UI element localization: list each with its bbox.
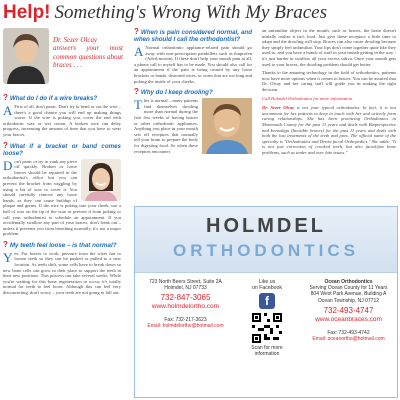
brand-subtitle: ORTHODONTICS xyxy=(173,241,359,260)
question-pain: ? When is pain considered normal, and when should I call the orthodontist? xyxy=(134,27,252,43)
column-3 xyxy=(262,28,396,155)
dropcap: T xyxy=(134,97,142,113)
address-line: Ocean Township, NJ 07712 xyxy=(317,297,380,304)
question-mark-icon: ? xyxy=(134,87,139,97)
fax-number: Fax: 732-217-3623 xyxy=(164,317,207,324)
question-loose-teeth: ? My teeth feel loose – is that normal? xyxy=(3,239,117,249)
intro-tagline: answers your most common questions about braces . . . xyxy=(53,44,123,70)
dropcap: A xyxy=(3,103,13,118)
question-bracket: ? What if a bracket or band comes loose? xyxy=(3,140,121,157)
address-line: 804 West Park Avenue, Building A xyxy=(310,291,387,298)
fax-number: Fax: 732-493-4742 xyxy=(327,329,370,336)
page-header xyxy=(3,2,327,24)
answer-loose-teeth: Yes. For braces to work, pressure from the wires has to loosen teeth so they can be pushed or pulled to a new location. As teeth shift, some cells have to break down so new bone cells can grow in their place to support the teeth in their new positions. This process can take several weeks. While you're waiting for this bone regeneration to occur, it's totally normal for teeth to feel loose. Although this can feel very disconcerting, don't worry – your teeth are not going to fall out. xyxy=(3,249,121,296)
website-link[interactable]: www.oceanbraces.com xyxy=(315,315,382,323)
boy-photo xyxy=(202,98,252,154)
address-line: 723 North Beers Street, Suite 2A xyxy=(149,279,222,285)
dropcap: Y xyxy=(3,249,13,265)
doctor-name: Dr. Sezer Olcay xyxy=(53,36,98,44)
email-link[interactable]: Email: holmdelortho@hotmail.com xyxy=(147,323,224,330)
doctor-photo xyxy=(3,28,49,84)
social-label: on Facebook xyxy=(252,285,282,292)
phone-number[interactable]: 732-847-3065 xyxy=(160,293,211,303)
social-block xyxy=(239,279,295,357)
social-label: Like us xyxy=(258,279,276,285)
answer-wire: A First of all, don't panic. Don't try to bend or cut the wire – there's a good chance you will end up making things worse. If the wire is poking you, cover the end with orthodontic wax or wet cotton. A broken wire can delay progress, increasing the amount of time that you have to wear your braces. xyxy=(3,103,121,137)
phone-number[interactable]: 732-493-4747 xyxy=(323,305,374,315)
article-title: Something's Wrong With My Braces xyxy=(54,2,327,23)
signoff: Call Holmdel Orthodontics for more information. xyxy=(262,95,354,101)
facebook-icon[interactable]: f xyxy=(259,293,275,309)
closing-paragraph: Thanks to the amazing technology in the field of orthodontics, patients now have more options when it comes to braces. You can be assured that Dr. Olcay and her caring staff will guide you in making the right decision. xyxy=(262,70,396,92)
qr-code-icon[interactable] xyxy=(252,313,282,343)
website-link[interactable]: www.holmdelortho.com xyxy=(151,303,220,311)
question-mark-icon: ? xyxy=(3,239,8,249)
intro-text xyxy=(53,36,123,70)
answer-pain: A Normal orthodontic appliance-related pain should go away with non-prescription painkillers such as ibuprofen (Advil/motrin). If these don't help your mouth pain at all, a phone call to myself has to be made. You should also call for an appointment if the pain is being caused by any loose brackets or bands, distorted wires, or wires that are too long and poking the inside of your cheeks. xyxy=(134,44,252,84)
ad-banner xyxy=(135,207,397,273)
scan-label: Scan for more information xyxy=(251,345,283,358)
dropcap: D xyxy=(3,157,13,173)
practice-tagline: Serving Ocean County for 11 Years xyxy=(309,285,388,292)
question-wire: ? What do I do if a wire breaks? xyxy=(3,93,98,102)
girl-photo xyxy=(81,159,121,201)
column-2 xyxy=(134,28,252,157)
answer-drooling-continued: an unfamiliar object in the mouth, such as braces, the brain doesn't initially realize it isn't food. Just give these receptors a little time to adapt and the drooling will stop. Braces can also cause drooling because they simply feel unfamiliar. Your lips don't come together quite like they used to, and you have a bunch of stuff in your mouth getting in the way - it's just harder to swallow all your excess saliva. Once your mouth gets used to your braces, the drooling problem should get better. xyxy=(262,28,397,67)
answer-drooling: This is normal – many patients find themselves drooling more than normal during the first few weeks of having braces or other orthodontic appliances. Anything you place in your mouth sets off receptors that normally tell your brain to prepare the body for digesting food. So when these receptors encounter xyxy=(134,98,252,154)
practice-advertisement xyxy=(134,206,398,398)
question-mark-icon: ? xyxy=(134,27,139,36)
location-ocean xyxy=(301,279,396,342)
question-mark-icon: ? xyxy=(3,93,8,102)
intro-block xyxy=(3,28,121,90)
column-1 xyxy=(3,28,121,299)
answer-bracket: Don't panic or try to yank any piece off quickly. Broken or loose braces should be repaired in the orthodontist's office but you can prevent the bracket from wiggling by using a bit of wax to cover it. You should carefully remove any loose bands, as they can cause buildup of plaque and germs. If the wire is poking into your cheek, use a ball of wax on the tip of the wire or prevent it from poking or call your orthodontist to schedule an appointment. If you accidentally swallow any part of your braces, don't freak out – unless it prevents you from breathing normally, it's not a major problem. xyxy=(3,157,121,237)
question-mark-icon: ? xyxy=(3,140,8,150)
practice-name: Ocean Orthodontics xyxy=(324,279,373,285)
question-drooling: ? Why do I keep drooling? xyxy=(134,87,213,97)
help-heading: Help! xyxy=(3,2,51,23)
location-holmdel xyxy=(138,279,233,329)
email-link[interactable]: Email: oceanortho@hotmail.com xyxy=(312,335,385,342)
bio-lead: Dr. Sezer Olcay xyxy=(262,105,295,111)
doctor-bio: Dr. Sezer Olcay is not your typical orthodontist. In fact, it is not uncommon for her patients to keep in touch with her and actively form caring relationships. She has been practicing Orthodontics in Monmouth County for the past 11 years and deals with Bioperspective and Invisalign (Invisible braces) for the past 11 years and deals with both the lost treatments of the teeth and jaws. The official name of the specialty is "Orthodontics and Dento-facial Orthopedics." She adds: "It is not just correction of crooked teeth, but also facial/jaw bone problems, such as under and over bite issues." xyxy=(262,105,396,155)
brand-name: HOLMDEL xyxy=(206,215,326,237)
address-line: Holmdel, NJ 07733 xyxy=(164,285,207,292)
dropcap: A xyxy=(134,44,144,59)
